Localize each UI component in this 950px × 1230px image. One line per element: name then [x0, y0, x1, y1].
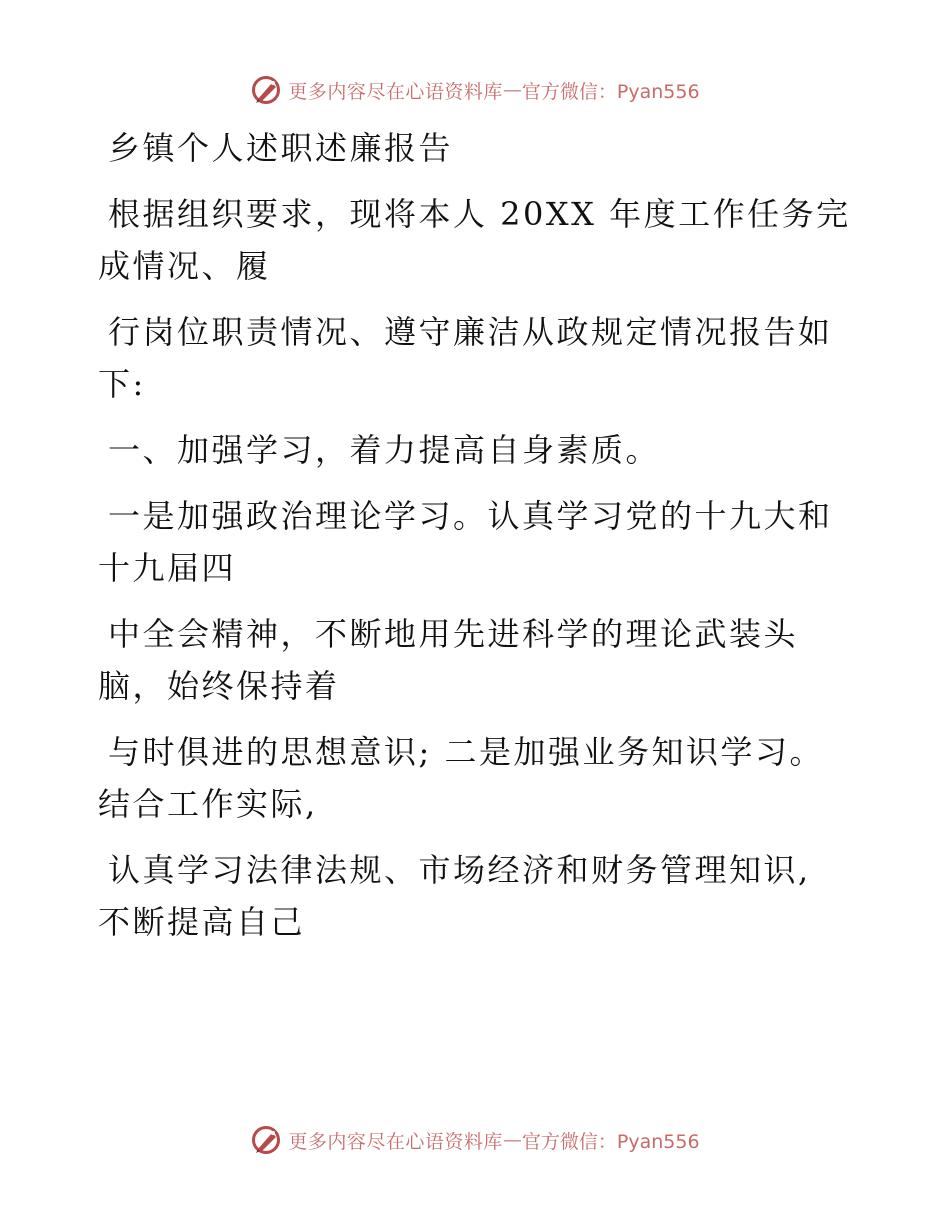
document-title — [98, 122, 838, 174]
text-line: 结合工作实际, — [98, 785, 318, 823]
text-line: 行岗位职责情况、遵守廉洁从政规定情况报告如 — [108, 313, 833, 351]
paragraph — [98, 306, 838, 410]
paragraph — [98, 726, 838, 830]
document-body — [98, 122, 851, 962]
text-line: 根据组织要求，现将本人 20XX 年度工作任务完 — [108, 195, 851, 233]
text-line: 一是加强政治理论学习。认真学习党的十九大和 — [108, 497, 833, 535]
banner-library-text: 更多内容尽在心语资料库 — [288, 80, 503, 103]
text-line: 一、加强学习，着力提高自身素质。 — [108, 431, 661, 469]
text-line: 成情况、履 — [98, 247, 271, 285]
paragraph — [98, 608, 838, 712]
section-heading — [98, 424, 838, 476]
text-line: 乡镇个人述职述廉报告 — [108, 129, 454, 167]
banner-wechat-text: 官方微信：Pyan556 — [521, 1130, 700, 1153]
banner-separator: — — [502, 1129, 522, 1151]
pen-circle-logo-icon — [250, 1124, 282, 1156]
banner-separator: — — [502, 79, 522, 101]
pen-circle-logo-icon — [250, 74, 282, 106]
footer-watermark-banner — [0, 1120, 950, 1160]
text-line: 十九届四 — [98, 549, 237, 587]
banner-wechat-text: 官方微信：Pyan556 — [521, 80, 700, 103]
text-line: 认真学习法律法规、市场经济和财务管理知识, — [108, 851, 811, 889]
text-line: 与时俱进的思想意识; 二是加强业务知识学习。 — [108, 733, 824, 771]
banner-library-text: 更多内容尽在心语资料库 — [288, 1130, 503, 1153]
text-line: 下: — [98, 365, 146, 403]
text-line: 不断提高自己 — [98, 903, 306, 941]
paragraph — [98, 844, 838, 948]
paragraph — [98, 490, 838, 594]
text-line: 脑，始终保持着 — [98, 667, 340, 705]
text-line: 中全会精神，不断地用先进科学的理论武装头 — [108, 615, 799, 653]
header-watermark-banner — [0, 70, 950, 110]
paragraph — [98, 188, 851, 292]
